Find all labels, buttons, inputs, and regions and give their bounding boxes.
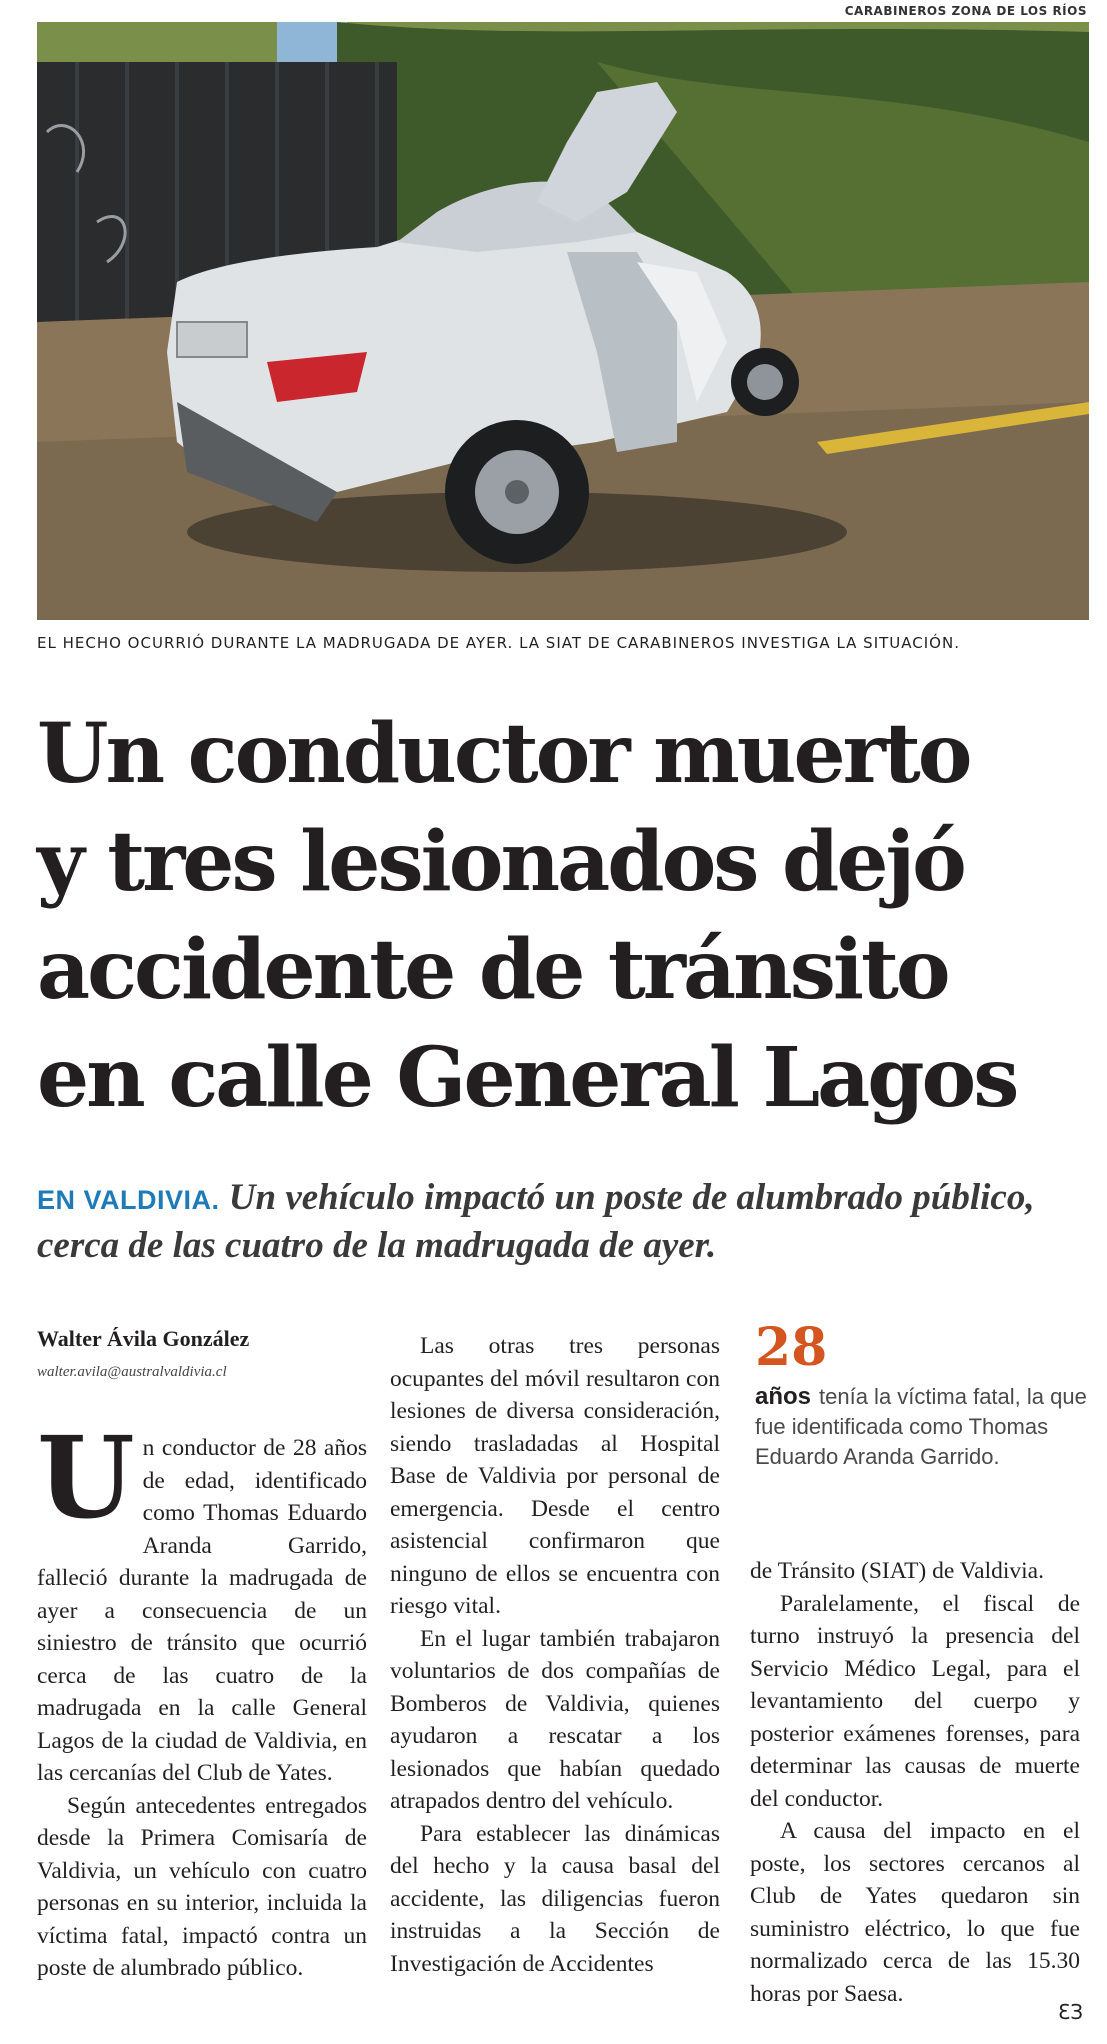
byline-author: Walter Ávila González bbox=[37, 1326, 250, 1351]
deck-location: EN VALDIVIA. bbox=[37, 1185, 220, 1215]
body-paragraph: A causa del impacto en el poste, los sectores cercanos al Club de Yates quedaron sin suministro eléctrico, lo que fue normalizado cerca de las 15.30 horas por Saesa. bbox=[750, 1818, 1080, 2007]
paragraph-text: n conductor de 28 años de edad, identificado como Thomas Eduardo Aranda Garrido, falleció durante la madrugada de ayer a consecuencia de un siniestro de tránsito que ocurrió cerca de las cuatro de la madrugada en la calle General Lagos de la ciudad de Valdivia, en las cercanías del Club de Yates. bbox=[37, 1435, 367, 1786]
accident-photo bbox=[37, 22, 1089, 620]
factbox bbox=[755, 1318, 1090, 1472]
body-paragraph bbox=[37, 1413, 367, 1790]
crashed-car-image bbox=[37, 22, 1089, 620]
body-paragraph: Las otras tres personas ocupantes del móvil resultaron con lesiones de diversa consideración, siendo trasladadas al Hospital Base de Valdivia por personal de emergencia. Desde el centro asistencial confirmaron que ninguno de ellos se encuentra con riesgo vital. bbox=[390, 1333, 720, 1619]
body-column-3 bbox=[750, 1555, 1080, 2010]
headline bbox=[37, 700, 1089, 1132]
factbox-unit: años bbox=[755, 1383, 812, 1410]
end-of-article-mark: ƐЗ bbox=[1058, 2000, 1084, 2024]
photo-caption: EL HECHO OCURRIÓ DURANTE LA MADRUGADA DE AYER. LA SIAT DE CARABINEROS INVESTIGA LA SITUACIÓN. bbox=[37, 634, 960, 652]
body-paragraph: Para establecer las dinámicas del hecho y la causa basal del accidente, las diligencias fueron instruidas a la Sección de Investigación de Accidentes bbox=[390, 1820, 720, 1977]
headline-line: accidente de tránsito bbox=[37, 922, 948, 1018]
photo-credit: CARABINEROS ZONA DE LOS RÍOS bbox=[844, 4, 1087, 18]
dropcap: U bbox=[37, 1413, 135, 1544]
deck-text: Un vehículo impactó un poste de alumbrado público, cerca de las cuatro de la madrugada de ayer. bbox=[37, 1177, 1035, 1266]
body-column-1 bbox=[37, 1413, 367, 1985]
deck bbox=[37, 1175, 1089, 1269]
body-paragraph: En el lugar también trabajaron voluntarios de dos compañías de Bomberos de Valdivia, quienes ayudaron a rescatar a los lesionados que habían quedado atrapados dentro del vehículo. bbox=[390, 1625, 720, 1814]
body-column-2 bbox=[390, 1330, 720, 1980]
body-paragraph: de Tránsito (SIAT) de Valdivia. bbox=[750, 1558, 1044, 1584]
headline-line: en calle General Lagos bbox=[37, 1030, 1017, 1126]
factbox-description: tenía la víctima fatal, la que fue identificada como Thomas Eduardo Aranda Garrido. bbox=[755, 1384, 1087, 1469]
body-paragraph: Según antecedentes entregados desde la Primera Comisaría de Valdivia, un vehículo con cuatro personas en su interior, incluida la víctima fatal, impactó contra un poste de alumbrado público. bbox=[37, 1792, 367, 1981]
body-paragraph: Paralelamente, el fiscal de turno instruyó la presencia del Servicio Médico Legal, para el levantamiento del cuerpo y posterior exámenes forenses, para determinar las causas de muerte del conductor. bbox=[750, 1590, 1080, 1812]
factbox-number: 28 bbox=[755, 1317, 828, 1378]
factbox-text bbox=[755, 1382, 1090, 1472]
headline-line: Un conductor muerto bbox=[37, 706, 970, 802]
byline-email: walter.avila@australvaldivia.cl bbox=[37, 1364, 227, 1380]
headline-line: y tres lesionados dejó bbox=[37, 814, 964, 910]
